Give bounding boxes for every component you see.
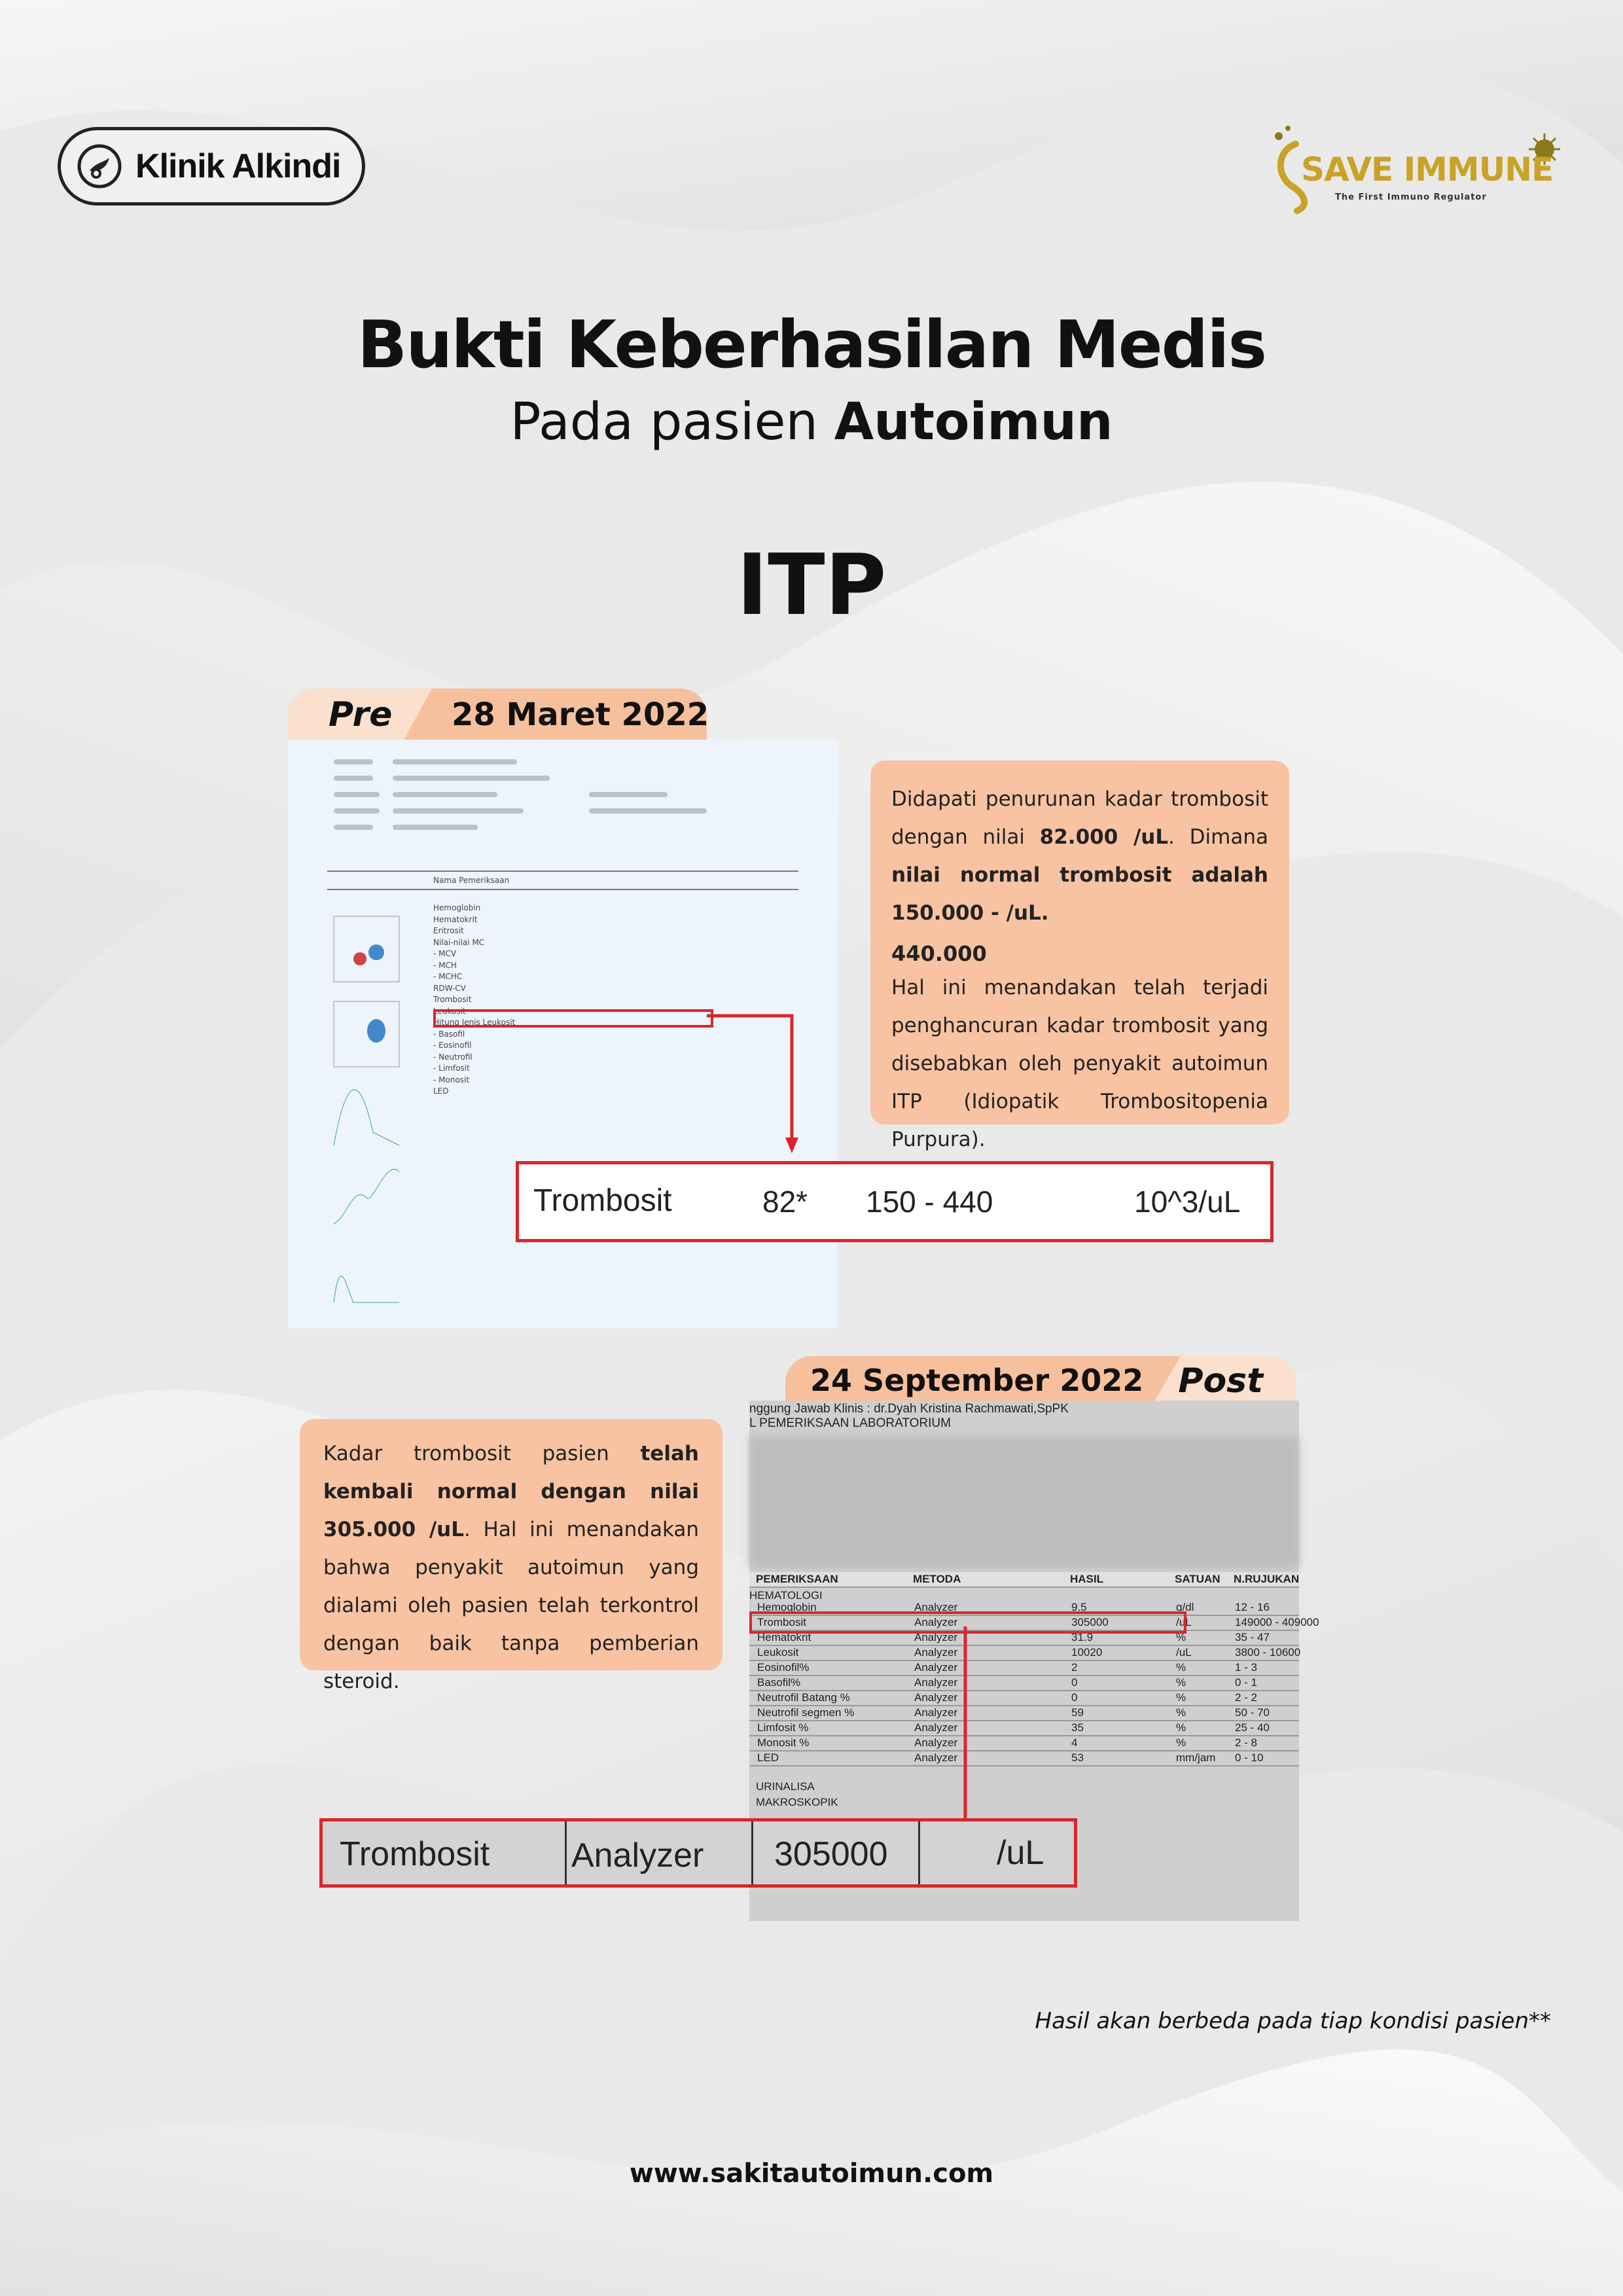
post-table-header-cell: HASIL xyxy=(1070,1573,1103,1585)
post-table-row xyxy=(749,1736,1299,1751)
post-urine-section: URINALISA xyxy=(756,1780,815,1793)
post-table-cell: Analyzer xyxy=(914,1631,958,1643)
post-table-cell: 0 - 1 xyxy=(1235,1676,1258,1689)
pre-connector-arrow xyxy=(707,1008,838,1158)
partner-logo-text: SAVE IMMUNE xyxy=(1301,151,1554,188)
post-table-cell: % xyxy=(1176,1736,1186,1749)
post-table-cell: 3800 - 10600 xyxy=(1235,1646,1301,1659)
pre-doc-row: LED xyxy=(433,1086,449,1096)
post-table-cell: 12 - 16 xyxy=(1235,1601,1270,1613)
post-table-section: HEMATOLOGI xyxy=(749,1589,823,1602)
post-table-header xyxy=(749,1572,1299,1588)
post-table-row xyxy=(749,1751,1299,1767)
post-table-cell: /uL xyxy=(1176,1616,1192,1628)
post-table-cell: Basofil% xyxy=(757,1676,801,1689)
clinic-name: Klinik Alkindi xyxy=(135,147,341,185)
post-table-cell: Analyzer xyxy=(914,1706,958,1719)
post-table-cell: 0 - 10 xyxy=(1235,1751,1264,1764)
pre-doc-row: Hematokrit xyxy=(433,914,478,924)
pre-doc-row: - Neutrofil xyxy=(433,1052,473,1062)
post-table-cell: 149000 - 409000 xyxy=(1235,1616,1319,1628)
post-table-cell: mm/jam xyxy=(1176,1751,1216,1764)
post-callout: Kadar trombosit pasien telah kembali normal dengan nilai 305.000 /uL. Hal ini menandakan bahwa penyakit autoimun yang dialami oleh pasien telah terkontrol dengan baik tanpa pemberian steroid. xyxy=(300,1419,722,1670)
post-table-cell: % xyxy=(1176,1706,1186,1719)
pre-doc-row: Hemoglobin xyxy=(433,903,481,912)
post-zoom-unit: /uL xyxy=(997,1834,1044,1872)
post-table-cell: Neutrofil Batang % xyxy=(757,1691,850,1704)
subtitle-bold: Autoimun xyxy=(834,393,1113,452)
post-table-cell: Limfosit % xyxy=(757,1721,809,1734)
post-table-cell: Analyzer xyxy=(914,1601,958,1613)
post-table-row xyxy=(749,1645,1299,1661)
website-link[interactable]: www.sakitautoimun.com xyxy=(629,2159,994,2189)
pre-zoom-name: Trombosit xyxy=(533,1183,672,1218)
pre-doc-row: Hitung Jenis Leukosit xyxy=(433,1018,516,1027)
pre-doc-row: - MCV xyxy=(433,949,457,958)
post-table-cell: /uL xyxy=(1176,1646,1192,1659)
post-table-cell: 31.9 xyxy=(1071,1631,1094,1643)
post-table-cell: 35 - 47 xyxy=(1235,1631,1270,1643)
post-table-cell: Analyzer xyxy=(914,1661,958,1674)
post-table-cell: 53 xyxy=(1071,1751,1084,1764)
post-table-row xyxy=(749,1676,1299,1691)
subtitle-prefix: Pada pasien xyxy=(510,393,818,452)
post-zoom-result xyxy=(319,1818,1077,1888)
post-table-cell: 10020 xyxy=(1071,1646,1103,1659)
post-lab-report: nggung Jawab Klinis : dr.Dyah Kristina Rachmawati,SpPK L PEMERIKSAAN LABORATORIUM PEMERIKSAAN METODA HASIL SATUAN N.RUJUKAN HEMATOLOGI Hemoglobin Analyzer 9.5 g/dl 12 - 16 Trombosit Analyzer 305000 /uL 149000 - 409000 Hematokrit Analyzer 31.9 % 35 - 47 Leukosit Analyzer 10020 /uL 3800 - 10600 Eosinofil% Analyzer 2 % 1 - 3 Basofil% Analyzer 0 % 0 - 1 Neutrofil Batang % Analyzer 0 % 2 - 2 Neutrofil segmen % Analyzer 59 % 50 - 70 Limfosit % Analyzer 35 % 25 - 40 Monosit % Analyzer 4 % 2 - 8 LED Analyzer 53 mm/jam 0 - 10 URINALISA MAKROSKOPIK xyxy=(749,1401,1299,1921)
alkindi-logo-icon xyxy=(77,143,122,189)
page-title: Bukti Keberhasilan Medis xyxy=(357,306,1266,383)
pre-doc-row: - Basofil xyxy=(433,1029,465,1039)
post-label: Post xyxy=(1178,1361,1263,1401)
post-table-header-cell: METODA xyxy=(913,1573,961,1585)
post-table-cell: LED xyxy=(757,1751,779,1764)
pre-normal-upper: 440.000 xyxy=(891,941,987,966)
pre-doc-row: Leukosit xyxy=(433,1006,466,1016)
pre-callout-p2: Hal ini menandakan telah terjadi penghancuran kadar trombosit yang disebabkan oleh penyakit autoimun ITP (Idiopatik Trombositopenia Purpura). xyxy=(891,976,1268,1151)
post-table-row xyxy=(749,1721,1299,1736)
post-table-cell: Analyzer xyxy=(914,1691,958,1704)
post-table-row xyxy=(749,1691,1299,1706)
pre-doc-row: RDW-CV xyxy=(433,983,466,993)
pre-label: Pre xyxy=(329,695,393,734)
pre-doc-row: - Limfosit xyxy=(433,1064,470,1073)
pre-doc-row: - Monosit xyxy=(433,1075,470,1085)
post-table-header-cell: SATUAN xyxy=(1175,1573,1221,1585)
pre-zoom-result xyxy=(516,1161,1274,1242)
post-table-header-cell: PEMERIKSAAN xyxy=(756,1573,838,1585)
pre-callout: Didapati penurunan kadar trombosit dengan nilai 82.000 /uL. Dimana nilai normal trombosit adalah 150.000 - /uL. 440.000 Hal ini menandakan telah terjadi penghancuran kadar trombosit yang disebabkan oleh penyakit autoimun ITP (Idiopatik Trombositopenia Purpura). xyxy=(870,761,1289,1124)
post-table-cell: g/dl xyxy=(1176,1601,1194,1613)
post-zoom-name: Trombosit xyxy=(340,1835,490,1873)
post-table-cell: % xyxy=(1176,1691,1186,1704)
post-table-cell: Trombosit xyxy=(757,1616,806,1628)
post-table-cell: % xyxy=(1176,1721,1186,1734)
post-table-cell: Hematokrit xyxy=(757,1631,812,1643)
pre-zoom-unit: 10^3/uL xyxy=(1134,1185,1241,1219)
post-table-cell: Hemoglobin xyxy=(757,1601,817,1613)
pre-date: 28 Maret 2022 xyxy=(452,696,709,733)
pre-doc-row: - MCH xyxy=(433,960,457,970)
post-table-cell: 4 xyxy=(1071,1736,1078,1749)
post-table-cell: 305000 xyxy=(1071,1616,1109,1628)
post-table-cell: Eosinofil% xyxy=(757,1661,810,1674)
post-table-row xyxy=(749,1660,1299,1676)
post-zoom-method: Analyzer xyxy=(571,1837,704,1874)
lab-scatter-plots xyxy=(327,910,406,1316)
post-table-cell: 2 - 8 xyxy=(1235,1736,1258,1749)
pre-lab-report: Nama Pemeriksaan Hemoglobin Hematokrit Eritrosit Nilai-nilai MC - MCV - MCH - MCHC RDW-CV Trombosit Leukosit Hitung Jenis Leukosit - Basofil - Eosinofil - Neutrofil - Limfosit - Monosit LED xyxy=(288,740,838,1329)
post-table-cell: 25 - 40 xyxy=(1235,1721,1270,1734)
pre-doc-row: - MCHC xyxy=(433,972,463,981)
pre-doc-row: Nilai-nilai MC xyxy=(433,937,485,947)
pre-doc-row: Eritrosit xyxy=(433,926,464,935)
post-table-cell: 2 - 2 xyxy=(1235,1691,1258,1704)
post-table-cell: 35 xyxy=(1071,1721,1084,1734)
post-tab xyxy=(785,1356,1296,1406)
post-table-cell: 0 xyxy=(1071,1691,1078,1704)
post-table-cell: Neutrofil segmen % xyxy=(757,1706,855,1719)
disease-name: ITP xyxy=(736,537,887,634)
post-table-cell: Analyzer xyxy=(914,1616,958,1628)
post-table-cell: % xyxy=(1176,1661,1186,1674)
post-table-cell: % xyxy=(1176,1631,1186,1643)
post-zoom-result-value: 305000 xyxy=(774,1835,888,1873)
post-table-cell: Analyzer xyxy=(914,1751,958,1764)
partner-tagline: The First Immuno Regulator xyxy=(1335,192,1487,202)
post-table-cell: Leukosit xyxy=(757,1646,799,1659)
post-date: 24 September 2022 xyxy=(810,1363,1144,1398)
pre-doc-row: - Eosinofil xyxy=(433,1041,472,1050)
post-table-cell: 50 - 70 xyxy=(1235,1706,1270,1719)
post-table-cell: Analyzer xyxy=(914,1646,958,1659)
pre-tab xyxy=(288,689,707,741)
clinic-logo xyxy=(58,127,365,206)
page-subtitle xyxy=(0,393,1623,452)
post-table-cell: 59 xyxy=(1071,1706,1084,1719)
pre-zoom-range: 150 - 440 xyxy=(866,1185,993,1219)
post-urine-sub: MAKROSKOPIK xyxy=(756,1796,838,1808)
post-table-cell: Monosit % xyxy=(757,1736,810,1749)
post-table-cell: 9.5 xyxy=(1071,1601,1087,1613)
post-table-cell: 1 - 3 xyxy=(1235,1661,1258,1674)
post-table-header-cell: N.RUJUKAN xyxy=(1234,1573,1300,1585)
disclaimer: Hasil akan berbeda pada tiap kondisi pasien** xyxy=(1035,2008,1551,2034)
post-table-cell: 0 xyxy=(1071,1676,1078,1689)
pre-zoom-result-value: 82* xyxy=(762,1185,808,1219)
post-table-cell: Analyzer xyxy=(914,1676,958,1689)
pre-doc-row: Trombosit xyxy=(433,995,472,1004)
post-table-cell: Analyzer xyxy=(914,1736,958,1749)
post-table-row xyxy=(749,1706,1299,1721)
post-table-cell: 2 xyxy=(1071,1661,1078,1674)
save-immune-logo xyxy=(1250,124,1564,216)
post-table-cell: % xyxy=(1176,1676,1186,1689)
post-table-cell: Analyzer xyxy=(914,1721,958,1734)
pre-doc-highlight xyxy=(433,1006,713,1028)
